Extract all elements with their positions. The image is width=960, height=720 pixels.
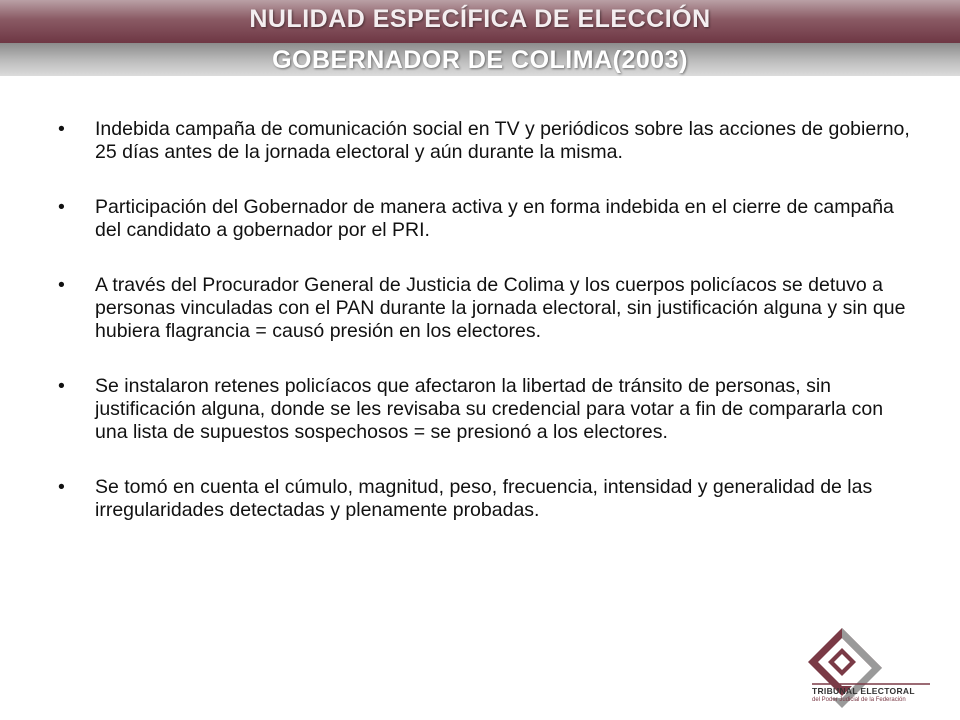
logo-subtitle: del Poder Judicial de la Federación <box>812 697 906 703</box>
bullet-item <box>58 375 918 444</box>
bullet-item <box>58 274 918 343</box>
bullet-list <box>58 118 918 522</box>
bullet-dot-icon: • <box>58 118 65 140</box>
bullet-dot-icon: • <box>58 196 65 218</box>
bullet-dot-icon: • <box>58 274 65 296</box>
bullet-dot-icon: • <box>58 476 65 498</box>
bullet-text: Se tomó en cuenta el cúmulo, magnitud, peso, frecuencia, intensidad y generalidad de las irregularidades detectadas y plenamente probadas. <box>95 476 873 521</box>
bullet-text: A través del Procurador General de Justicia de Colima y los cuerpos policíacos se detuvo a personas vinculadas con el PAN durante la jornada electoral, sin justificación alguna y sin que hubiera flagrancia = causó presión en los electores. <box>95 274 906 342</box>
bullet-item <box>58 196 918 242</box>
bullet-item <box>58 476 918 522</box>
bullet-dot-icon: • <box>58 375 65 397</box>
slide-title-line1: NULIDAD ESPECÍFICA DE ELECCIÓN <box>249 5 711 33</box>
bullet-item <box>58 118 918 164</box>
slide-title-line2: GOBERNADOR DE COLIMA(2003) <box>272 46 688 74</box>
bullet-text: Indebida campaña de comunicación social en TV y periódicos sobre las acciones de gobierno, 25 días antes de la jornada electoral y aún durante la misma. <box>95 118 910 163</box>
bullet-text: Participación del Gobernador de manera activa y en forma indebida en el cierre de campaña del candidato a gobernador por el PRI. <box>95 196 894 241</box>
bullet-text: Se instalaron retenes policíacos que afectaron la libertad de tránsito de personas, sin justificación alguna, donde se les revisaba su credencial para votar a fin de compararla con una lista de supuestos sospechosos = se presionó a los electores. <box>95 375 884 443</box>
logo-name: TRIBUNAL ELECTORAL <box>812 686 915 696</box>
